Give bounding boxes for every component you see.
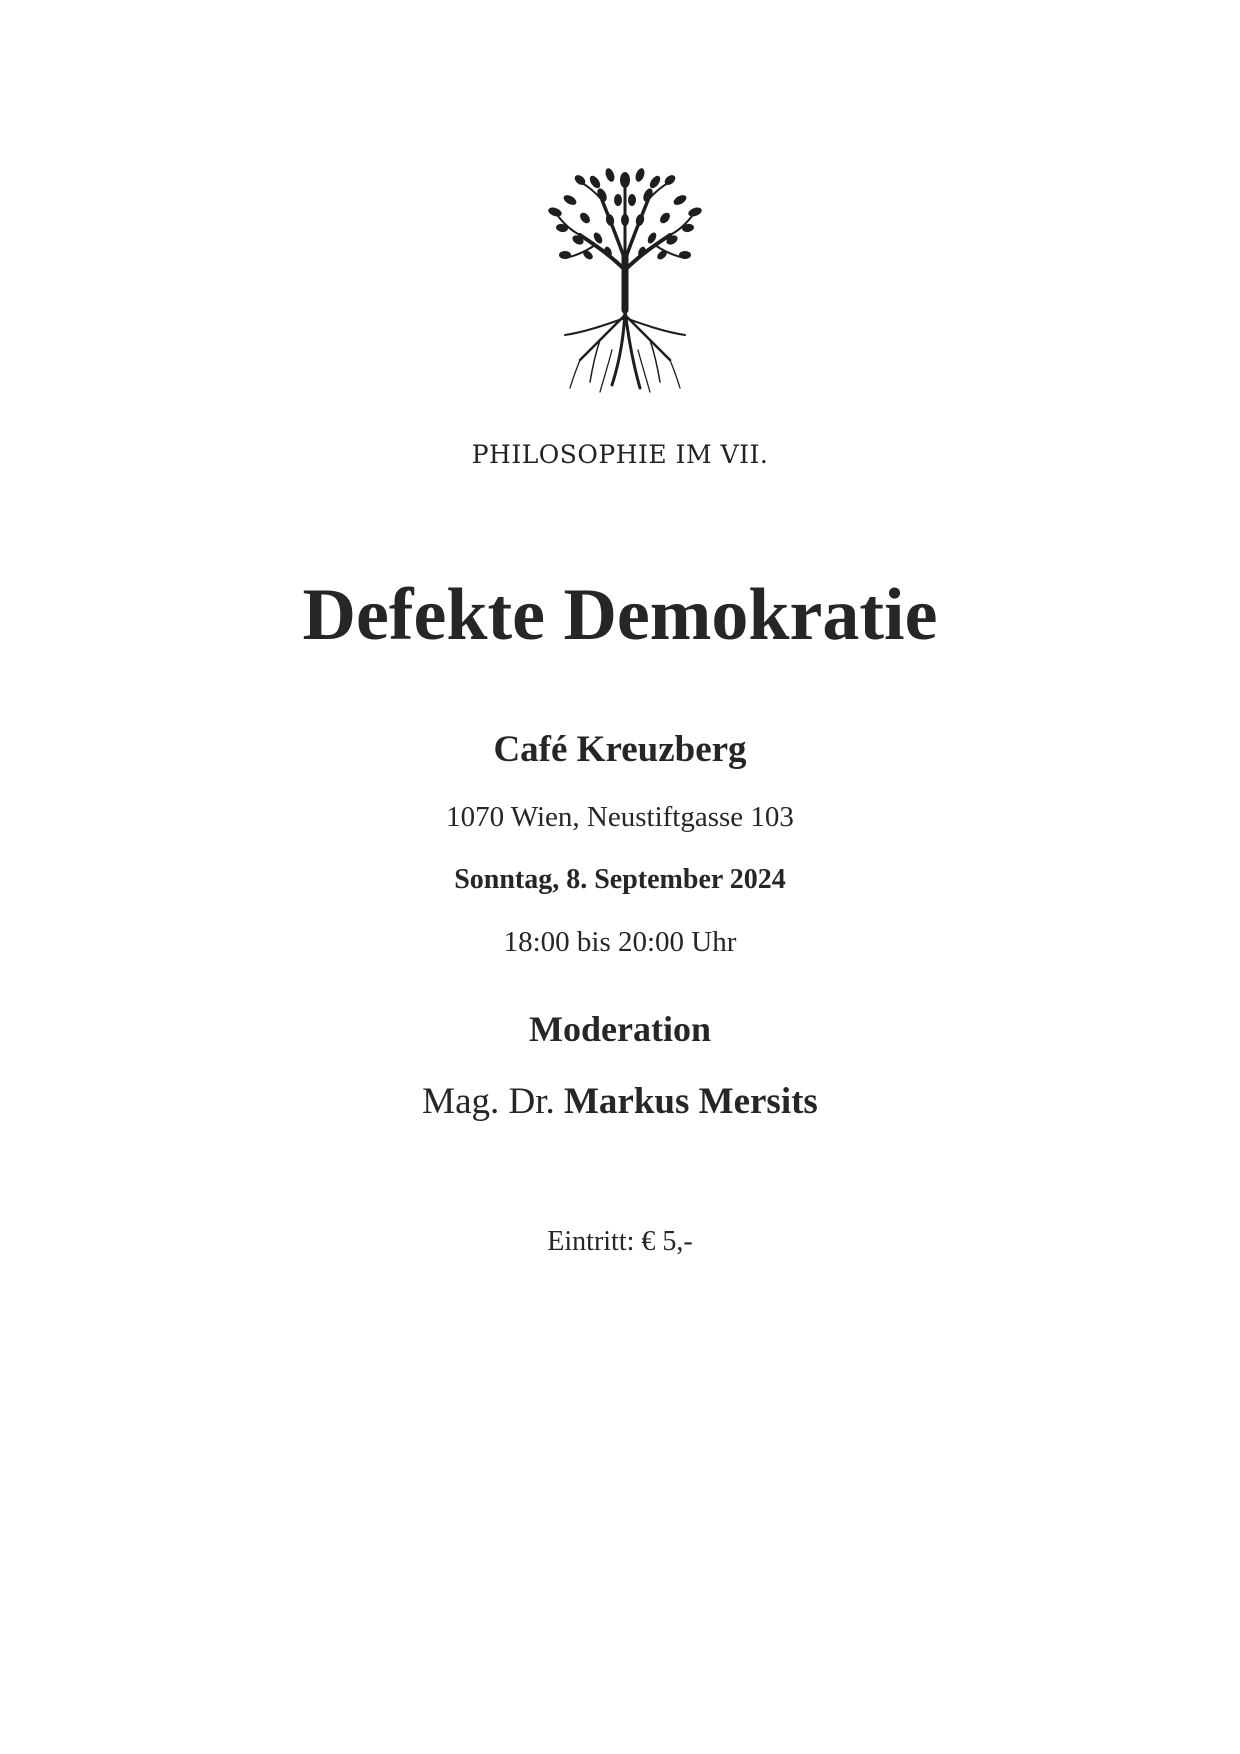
moderator <box>0 1080 1240 1123</box>
venue-address: 1070 Wien, Neustiftgasse 103 <box>446 801 794 833</box>
event-time: 18:00 bis 20:00 Uhr <box>503 926 737 958</box>
event-title: Defekte Demokratie <box>302 574 938 656</box>
event-series-label: PHILOSOPHIE IM VII. <box>471 440 769 469</box>
moderation-heading: Moderation <box>529 1009 711 1049</box>
tree-with-roots-icon <box>540 160 710 400</box>
moderator-name: Markus Mersits <box>564 1081 818 1122</box>
moderator-title: Mag. Dr. <box>422 1081 555 1122</box>
venue-name: Café Kreuzberg <box>493 729 747 770</box>
event-date: Sonntag, 8. September 2024 <box>454 864 786 895</box>
admission-fee: Eintritt: € 5,- <box>547 1226 693 1257</box>
